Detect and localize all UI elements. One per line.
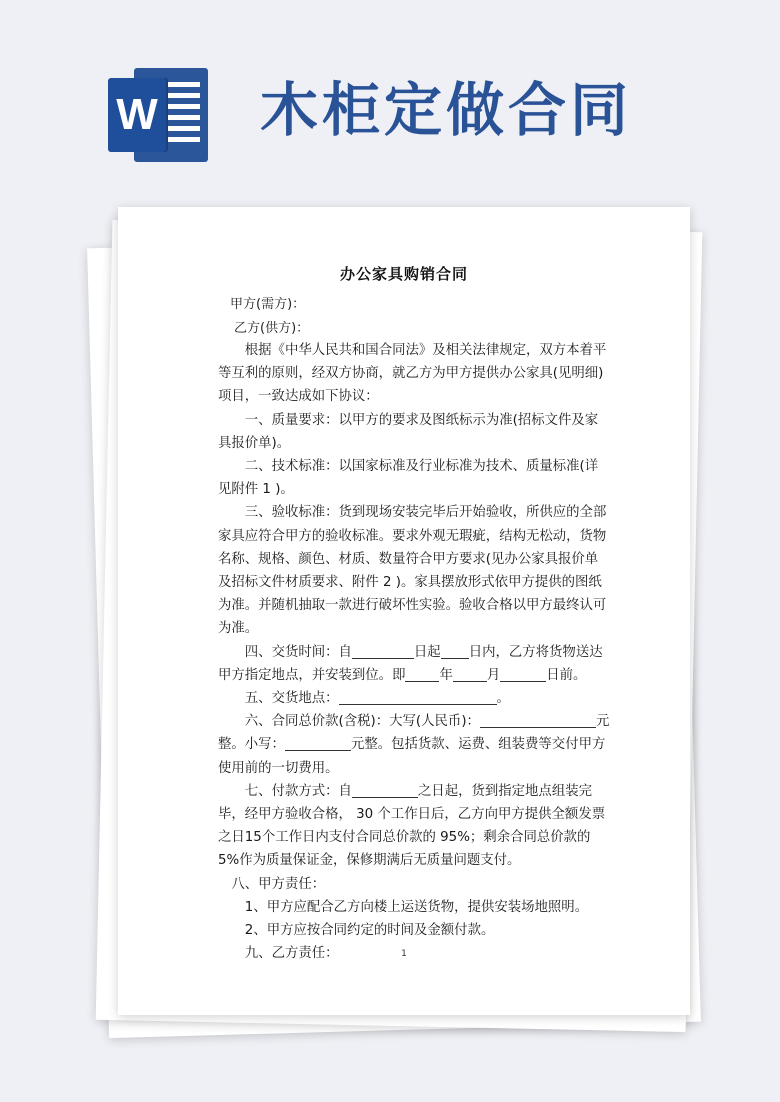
clause4-f: 日前。 (546, 667, 587, 683)
clause6-a: 六、合同总价款(含税)：大写(人民币)： (244, 714, 480, 730)
clause4-c: 日内，乙方将货物送达甲方指定地点，并安装到位。即 (218, 644, 603, 683)
clause-quality: 一、质量要求：以甲方的要求及图纸标示为准(招标文件及家具报价单)。 (218, 412, 599, 451)
document-title: 办公家具购销合同 (339, 265, 468, 283)
blank-amount-words[interactable] (480, 712, 596, 728)
clause4-b: 日起 (413, 644, 441, 660)
word-icon (108, 68, 208, 162)
blank-delivery-place[interactable] (339, 689, 497, 705)
clause5-a: 五、交货地点： (244, 691, 339, 707)
clause7-b: 之日起，货到指定地点组装完毕，经甲方验收合格， 30 个工作日后，乙方向甲方提供全额发票之日15个工作日内支付合同总价款的 95%；剩余合同总价款的 5%作为质量保证金，保修期满后无质量问题支付。 (218, 783, 606, 869)
page-number: 1 (401, 949, 407, 959)
clause4-d: 年 (439, 667, 453, 683)
clause6-b: 元整。小写： (218, 714, 610, 753)
clause4-a: 四、交货时间：自 (244, 644, 352, 660)
clause-payment (218, 780, 611, 873)
blank-month[interactable] (453, 666, 487, 682)
party-b-label: 乙方(供方)： (234, 321, 310, 336)
clause6-c: 元整。包括货款、运费、组装费等交付甲方使用前的一切费用。 (218, 737, 606, 776)
blank-year[interactable] (405, 666, 439, 682)
clause-total-price (218, 710, 611, 780)
clause-delivery-time (218, 641, 611, 687)
clause-acceptance: 三、验收标准：货到现场安装完毕后开始验收，所供应的全部家具应符合甲方的验收标准。要求外观无瑕疵，结构无松动，货物名称、规格、颜色、材质、数量符合甲方要求(见办公家具报价单及招标文件材质要求、附件 2 )。家具摆放形式依甲方提供的图纸为准。并随机抽取一款进行破坏性实验。验收合格以甲方最终认可为准。 (218, 505, 607, 637)
blank-days[interactable] (441, 643, 469, 659)
clause7-a: 七、付款方式：自 (244, 783, 352, 799)
party-a-label: 甲方(需方)： (230, 297, 306, 312)
blank-amount-figures[interactable] (285, 735, 351, 751)
word-icon-letter: W (108, 78, 166, 152)
clause-party-b-duties: 九、乙方责任： (244, 946, 339, 962)
clause5-b: 。 (496, 691, 510, 707)
blank-day[interactable] (500, 666, 546, 682)
document-page (118, 207, 690, 1015)
clause-party-a-duties: 八、甲方责任： (231, 876, 326, 892)
contract-intro: 根据《中华人民共和国合同法》及相关法律规定，双方本着平等互利的原则，经双方协商，就乙方为甲方提供办公家具(见明细)项目，一致达成如下协议： (218, 343, 607, 405)
blank-payment-date[interactable] (352, 782, 418, 798)
clause4-e: 月 (486, 667, 501, 683)
hero-title: 木柜定做合同 (260, 76, 633, 144)
clause-party-a-duty-2: 2、甲方应按合同约定的时间及金额付款。 (244, 923, 495, 939)
contract-body (218, 339, 611, 965)
blank-start-date[interactable] (352, 643, 414, 659)
clause-technical: 二、技术标准：以国家标准及行业标准为技术、质量标准(详见附件 1 )。 (218, 459, 599, 498)
clause-party-a-duty-1: 1、甲方应配合乙方向楼上运送货物，提供安装场地照明。 (244, 899, 589, 915)
clause-delivery-place (218, 687, 611, 710)
